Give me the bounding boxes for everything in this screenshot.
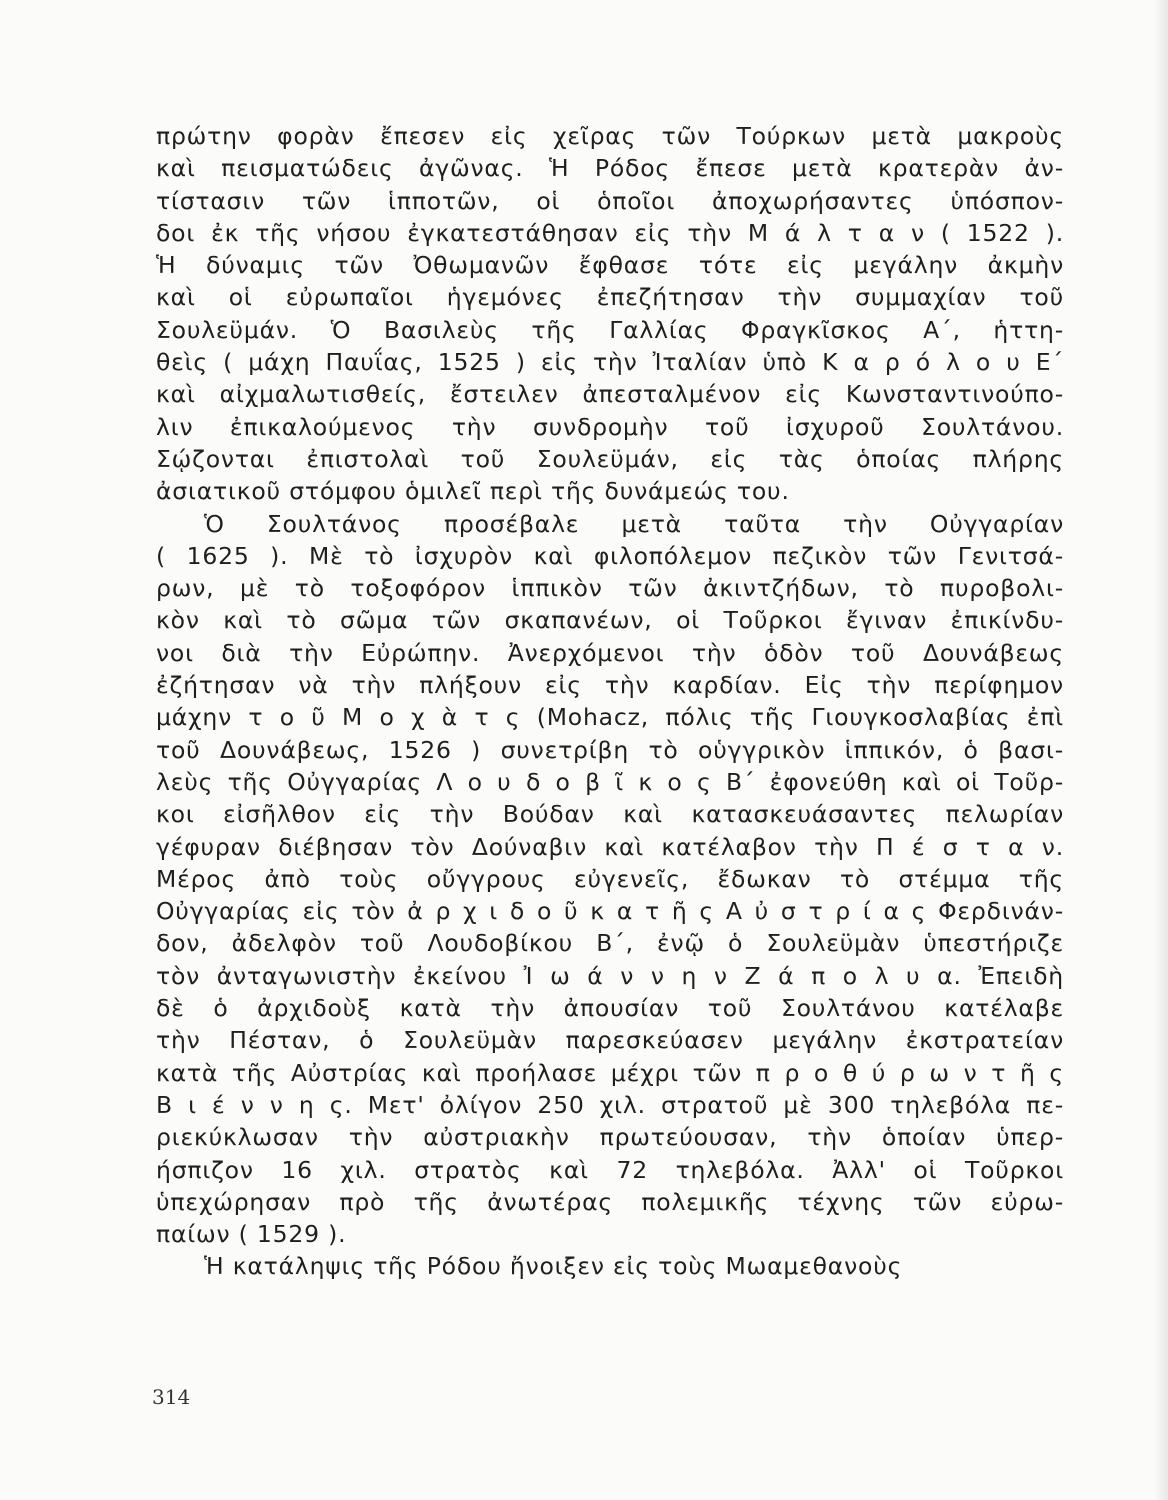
text-line: ὑπεχώρησαν πρὸ τῆς ἀνωτέρας πολεμικῆς τέχνης τῶν εὐρω-	[156, 1187, 1064, 1216]
text-line: γέφυραν διέβησαν τὸν Δούναβιν καὶ κατέλαβον τὴν Π έ σ τ α ν.	[156, 832, 1064, 861]
text-line: ( 1625 ). Μὲ τὸ ἰσχυρὸν καὶ φιλοπόλεμον πεζικὸν τῶν Γενιτσά-	[156, 541, 1064, 570]
paragraph	[156, 120, 1064, 508]
text-line: μάχην τ ο ῦ Μ ο χ ὰ τ ς (Mohacz, πόλις τῆς Γιουγκοσλαβίας ἐπὶ	[156, 703, 1064, 732]
text-line: δὲ ὁ ἀρχιδοὺξ κατὰ τὴν ἀπουσίαν τοῦ Σουλτάνου κατέλαβε	[156, 994, 1064, 1023]
text-line: ἐζήτησαν νὰ τὴν πλήξουν εἰς τὴν καρδίαν. Εἰς τὴν περίφημον	[156, 671, 1064, 700]
text-line: Ὁ Σουλτάνος προσέβαλε μετὰ ταῦτα τὴν Οὐγγαρίαν	[204, 509, 1064, 538]
text-line: θεὶς ( μάχη Παυΐας, 1525 ) εἰς τὴν Ἰταλίαν ὑπὸ Κ α ρ ό λ ο υ Ε΄	[156, 348, 1064, 377]
text-line: καὶ πεισματώδεις ἀγῶνας. Ἡ Ρόδος ἔπεσε μετὰ κρατερὰν ἀν-	[156, 154, 1064, 183]
text-line: Β ι έ ν ν η ς. Μετ' ὀλίγον 250 χιλ. στρατοῦ μὲ 300 τηλεβόλα πε-	[156, 1090, 1064, 1119]
text-line: τοῦ Δουνάβεως, 1526 ) συνετρίβη τὸ οὑγγρικὸν ἱππικόν, ὁ βασι-	[156, 735, 1064, 764]
text-line: Ἡ κατάληψις τῆς Ρόδου ἤνοιξεν εἰς τοὺς Μωαμεθανοὺς	[204, 1252, 903, 1281]
text-line: λιν ἐπικαλούμενος τὴν συνδρομὴν τοῦ ἰσχυροῦ Σουλτάνου.	[156, 412, 1064, 441]
text-line: Σῴζονται ἐπιστολαὶ τοῦ Σουλεϋμάν, εἰς τὰς ὁποίας πλήρης	[156, 444, 1064, 473]
text-line: ήσπιζον 16 χιλ. στρατὸς καὶ 72 τηλεβόλα. Ἀλλ' οἱ Τοῦρκοι	[156, 1155, 1064, 1184]
page-number: 314	[152, 1385, 191, 1409]
text-line: ἀσιατικοῦ στόμφου ὁμιλεῖ περὶ τῆς δυνάμεώς του.	[156, 477, 790, 506]
text-line: καὶ οἱ εὐρωπαῖοι ἡγεμόνες ἐπεζήτησαν τὴν συμμαχίαν τοῦ	[156, 283, 1064, 312]
text-line: λεὺς τῆς Οὐγγαρίας Λ ο υ δ ο β ῖ κ ο ς Β΄ ἐφονεύθη καὶ οἱ Τοῦρ-	[156, 767, 1064, 796]
text-line: ριεκύκλωσαν τὴν αὐστριακὴν πρωτεύουσαν, τὴν ὁποίαν ὑπερ-	[156, 1123, 1064, 1152]
text-line: κατὰ τῆς Αὐστρίας καὶ προήλασε μέχρι τῶν π ρ ο θ ύ ρ ω ν τ ῆ ς	[156, 1058, 1064, 1087]
text-line: κοι εἰσῆλθον εἰς τὴν Βούδαν καὶ κατασκευάσαντες πελωρίαν	[156, 800, 1064, 829]
text-line: Μέρος ἀπὸ τοὺς οὔγγρους εὐγενεῖς, ἔδωκαν τὸ στέμμα τῆς	[156, 864, 1064, 893]
text-line: δον, ἀδελφὸν τοῦ Λουδοβίκου Β΄, ἐνῷ ὁ Σουλεϋμὰν ὑπεστήριζε	[156, 929, 1064, 958]
text-line: τὸν ἀνταγωνιστὴν ἐκείνου Ἰ ω ά ν ν η ν Ζ ά π ο λ υ α. Ἐπειδὴ	[156, 961, 1064, 990]
text-line: ρων, μὲ τὸ τοξοφόρον ἱππικὸν τῶν ἀκιντζήδων, τὸ πυροβολι-	[156, 574, 1064, 603]
paragraph	[156, 508, 1064, 1251]
paragraph	[156, 1250, 1064, 1282]
text-line: νοι διὰ τὴν Εὐρώπην. Ἀνερχόμενοι τὴν ὁδὸν τοῦ Δουνάβεως	[156, 638, 1064, 667]
text-line: καὶ αἰχμαλωτισθείς, ἔστειλεν ἀπεσταλμένον εἰς Κωνσταντινούπο-	[156, 380, 1064, 409]
text-line: Σουλεϋμάν. Ὁ Βασιλεὺς τῆς Γαλλίας Φραγκῖσκος Α΄, ἡττη-	[156, 315, 1064, 344]
text-line: παίων ( 1529 ).	[156, 1220, 347, 1249]
text-line: δοι ἐκ τῆς νήσου ἐγκατεστάθησαν εἰς τὴν Μ ά λ τ α ν ( 1522 ).	[156, 218, 1064, 247]
text-line: τίστασιν τῶν ἱπποτῶν, οἱ ὁποῖοι ἀποχωρήσαντες ὑπόσπον-	[156, 186, 1064, 215]
page-edge-shadow	[1154, 0, 1168, 1500]
text-line: Ἡ δύναμις τῶν Ὀθωμανῶν ἔφθασε τότε εἰς μεγάλην ἀκμὴν	[156, 251, 1064, 280]
body-text	[156, 120, 1064, 1283]
text-line: Οὐγγαρίας εἰς τὸν ἀ ρ χ ι δ ο ῦ κ α τ ῆ ς Α ὐ σ τ ρ ί α ς Φερδινάν-	[156, 897, 1064, 926]
text-line: τὴν Πέσταν, ὁ Σουλεϋμὰν παρεσκεύασεν μεγάλην ἐκστρατείαν	[156, 1026, 1064, 1055]
text-line: κὸν καὶ τὸ σῶμα τῶν σκαπανέων, οἱ Τοῦρκοι ἔγιναν ἐπικίνδυ-	[156, 606, 1064, 635]
text-line: πρώτην φορὰν ἔπεσεν εἰς χεῖρας τῶν Τούρκων μετὰ μακροὺς	[156, 122, 1064, 150]
